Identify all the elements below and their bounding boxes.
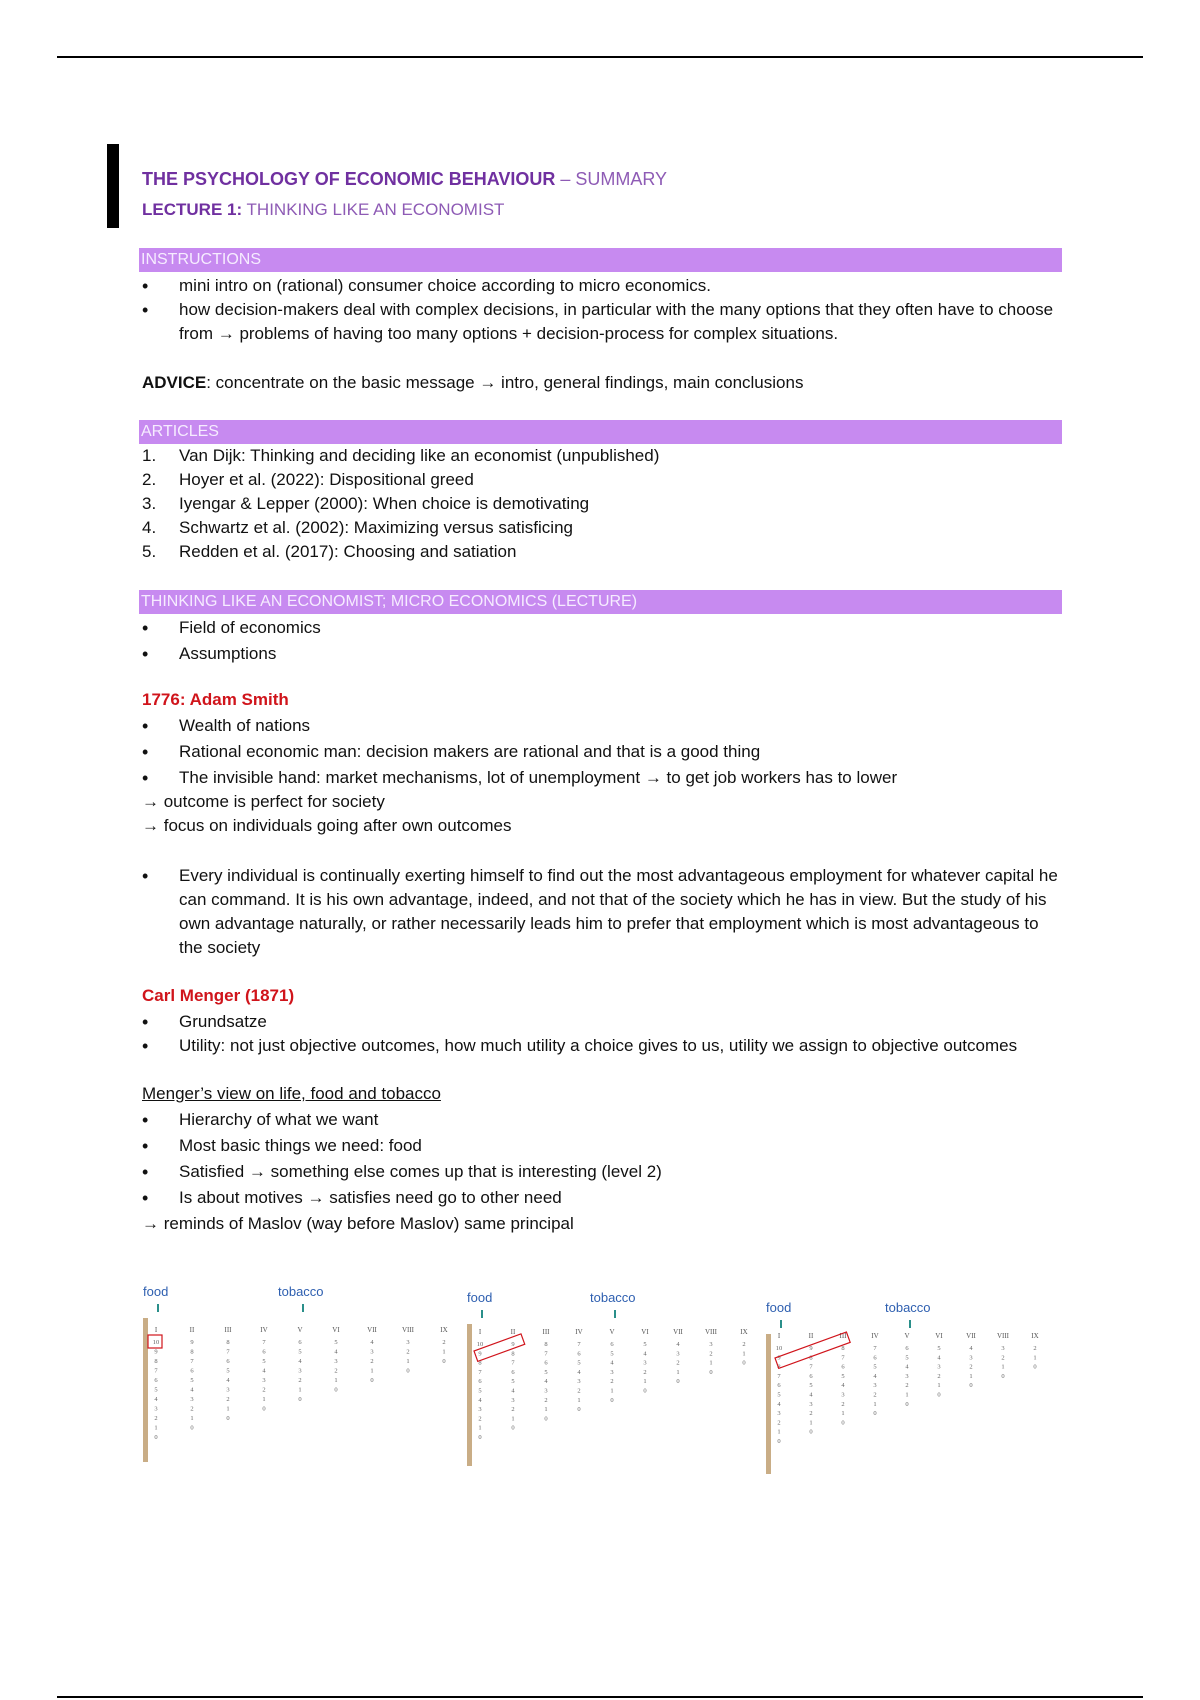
table-cell: 2 [873,1391,877,1399]
table-cell: 0 [777,1438,781,1445]
table-cell: 3 [226,1386,230,1394]
table-cell: 2 [226,1396,230,1403]
column-header: IV [575,1328,583,1336]
table-cell: 5 [262,1358,266,1365]
table-cell: 1 [334,1377,338,1384]
table-cell: 3 [809,1400,813,1408]
table-cell: 1 [676,1368,680,1376]
table-cell: 0 [709,1368,713,1376]
table-cell: 7 [809,1363,813,1371]
table-cell: 6 [577,1350,581,1358]
table-cell: 9 [809,1345,813,1352]
list-item: • Grundsatze [142,1010,1062,1034]
table-cell: 4 [478,1396,482,1404]
table-cell: 2 [709,1350,713,1358]
list-item: • Most basic things we need: food [142,1134,1062,1158]
table-cell: 4 [873,1372,877,1380]
table-cell: 5 [841,1372,845,1380]
table-cell: 5 [544,1368,548,1376]
column-header: VIII [401,1326,415,1334]
table-cell: 1 [511,1415,515,1423]
list-item: 2. Hoyer et al. (2022): Dispositional greed [142,470,474,489]
table-cell: 3 [370,1348,374,1356]
table-cell: 4 [937,1354,941,1362]
menger-table-3 [763,1298,1053,1483]
table-cell: 6 [777,1382,781,1390]
table-cell: 3 [643,1359,647,1367]
table-cell: 0 [442,1358,446,1365]
table-cell: 3 [406,1339,410,1346]
table-frame-bar [766,1334,771,1474]
table-cell: 2 [937,1372,941,1380]
table-cell: 1 [544,1406,548,1414]
table-cell: 9 [190,1339,194,1346]
arrow-line: → outcome is perfect for society [142,792,385,811]
list-item: 1. Van Dijk: Thinking and deciding like an economist (unpublished) [142,446,660,465]
table-cell: 1 [841,1410,845,1418]
table-cell: 0 [841,1419,845,1427]
list-item: • Rational economic man: decision makers are rational and that is a good thing [142,740,1062,764]
table-cell: 5 [190,1377,194,1384]
table-cell: 1 [190,1415,194,1422]
table-cell: 2 [190,1405,194,1413]
table-cell: 1 [298,1386,302,1394]
table-cell: 5 [154,1386,158,1394]
column-header: IX [740,1328,748,1336]
column-header: VII [966,1332,976,1340]
table-cell: 9 [478,1350,482,1358]
table-cell: 8 [544,1341,548,1348]
table-cell: 0 [676,1378,680,1386]
table-cell: 2 [742,1341,746,1348]
table-cell: 4 [544,1378,548,1386]
table-frame-bar [467,1324,472,1466]
document-title: THE PSYCHOLOGY OF ECONOMIC BEHAVIOUR – SUMMARY [142,169,668,189]
table-cell: 0 [154,1434,158,1441]
table-cell: 6 [610,1341,614,1348]
table-cell: 5 [905,1354,909,1362]
list-item: 3. Iyengar & Lepper (2000): When choice is demotivating [142,494,590,513]
table-cell: 2 [809,1410,813,1418]
table-cell: 2 [511,1406,515,1414]
column-header: VII [673,1328,683,1336]
table-cell: 3 [190,1396,194,1403]
column-header: IX [1031,1332,1039,1340]
column-header: II [189,1326,195,1334]
table-cell: 4 [262,1367,266,1375]
table-cell: 2 [298,1377,302,1384]
table-cell: 3 [777,1410,781,1418]
heading-adam-smith: 1776: Adam Smith [142,690,289,709]
table-cell: 6 [154,1377,158,1384]
table-cell: 9 [511,1341,515,1348]
table-cell: 0 [334,1386,338,1394]
table-cell: 1 [937,1382,941,1390]
table-cell: 2 [442,1339,446,1346]
table-cell: 4 [298,1358,302,1365]
table-cell: 3 [841,1391,845,1399]
table-cell: 0 [937,1391,941,1399]
table-cell: 0 [262,1405,266,1413]
smith-list [142,714,1062,790]
table-cell: 1 [226,1405,230,1413]
table-cell: 2 [841,1400,845,1408]
food-label: food [766,1300,792,1315]
column-header: VIII [704,1328,718,1336]
table-cell: 2 [334,1367,338,1375]
table-cell: 5 [298,1348,302,1356]
table-cell: 7 [777,1372,781,1380]
table-cell: 9 [777,1354,781,1362]
table-cell: 0 [1001,1372,1005,1380]
list-item: • how decision-makers deal with complex decisions, in particular with the many options that they often have to choose from → problems of having too many options + decision-process for complex situations. [142,298,1062,346]
table-cell: 2 [478,1415,482,1423]
table-cell: 4 [809,1391,813,1399]
table-cell: 3 [478,1406,482,1414]
bottom-rule [57,1696,1143,1698]
list-item: • Hierarchy of what we want [142,1108,1062,1132]
table-cell: 3 [937,1363,941,1371]
table-cell: 1 [577,1396,581,1404]
table-cell: 2 [1001,1354,1005,1362]
table-cell: 1 [610,1387,614,1395]
column-header: II [808,1332,814,1340]
table-cell: 3 [298,1367,302,1375]
table-cell: 0 [905,1400,909,1408]
section-heading-instructions: INSTRUCTIONS [139,248,1062,272]
table-cell: 7 [873,1345,877,1352]
table-cell: 5 [478,1387,482,1395]
table-cell: 6 [841,1363,845,1371]
food-tick [157,1304,159,1312]
table-cell: 0 [643,1387,647,1395]
table-cell: 2 [643,1368,647,1376]
tobacco-label: tobacco [885,1300,931,1315]
column-header: IV [871,1332,879,1340]
table-cell: 6 [478,1378,482,1386]
smith-quote-list [142,864,1062,960]
column-header: VI [935,1332,943,1340]
menger-table-2 [464,1288,764,1473]
heading-carl-menger: Carl Menger (1871) [142,986,295,1005]
table-cell: 1 [643,1378,647,1386]
list-item: 5. Redden et al. (2017): Choosing and satiation [142,542,517,561]
table-cell: 1 [969,1372,973,1380]
table-cell: 6 [511,1368,515,1376]
table-cell: 8 [226,1339,230,1346]
table-cell: 6 [809,1372,813,1380]
column-header: II [510,1328,516,1336]
advice-paragraph: ADVICE: concentrate on the basic message → intro, general findings, main conclusions [142,373,804,392]
menger-table-figure-3 [763,1298,1053,1483]
table-cell: 7 [544,1350,548,1358]
table-cell: 1 [809,1419,813,1427]
table-cell: 7 [226,1348,230,1356]
table-cell: 6 [544,1359,548,1367]
column-header: III [224,1326,232,1334]
menger-table-figure-1 [140,1282,465,1467]
table-cell: 4 [969,1345,973,1352]
table-cell: 3 [969,1354,973,1362]
table-cell: 5 [643,1341,647,1348]
table-cell: 8 [809,1354,813,1362]
list-item: • Assumptions [142,642,1062,666]
top-rule [57,56,1143,58]
table-cell: 5 [334,1339,338,1346]
instructions-list [142,274,1062,346]
articles-list [142,444,1062,564]
arrow-line: → reminds of Maslov (way before Maslov) same principal [142,1214,574,1233]
table-cell: 2 [610,1378,614,1386]
table-cell: 1 [709,1359,713,1367]
arrow-line: → focus on individuals going after own outcomes [142,816,512,835]
table-cell: 0 [478,1434,482,1441]
menger-table-1 [140,1282,465,1467]
subheading-menger-view: Menger’s view on life, food and tobacco [142,1084,441,1103]
column-header: VII [367,1326,377,1334]
table-cell: 0 [610,1396,614,1404]
table-cell: 5 [577,1359,581,1367]
table-cell: 0 [742,1359,746,1367]
menger-table-figure-2 [464,1288,764,1473]
table-cell: 3 [873,1382,877,1390]
table-cell: 3 [262,1377,266,1384]
food-label: food [467,1290,493,1305]
table-cell: 6 [873,1354,877,1362]
table-cell: 4 [610,1359,614,1367]
food-label: food [143,1284,169,1299]
table-cell: 1 [370,1367,374,1375]
table-cell: 5 [610,1350,614,1358]
table-cell: 2 [969,1363,973,1371]
table-cell: 3 [709,1341,713,1348]
table-cell: 3 [676,1350,680,1358]
table-cell: 0 [406,1367,410,1375]
table-cell: 4 [511,1387,515,1395]
table-cell: 4 [190,1386,194,1394]
table-cell: 1 [478,1424,482,1432]
table-cell: 1 [406,1358,410,1365]
section-heading-lecture: THINKING LIKE AN ECONOMIST; MICRO ECONOMICS (LECTURE) [139,590,1062,614]
table-cell: 4 [334,1348,338,1356]
table-cell: 6 [298,1339,302,1346]
list-item: • Satisfied → something else comes up that is interesting (level 2) [142,1160,1062,1184]
table-cell: 8 [777,1363,781,1371]
section-heading-articles: ARTICLES [139,420,1062,444]
table-cell: 1 [154,1424,158,1432]
lecture-title: LECTURE 1: THINKING LIKE AN ECONOMIST [142,200,505,219]
column-header: VI [332,1326,340,1334]
column-header: III [542,1328,550,1336]
table-cell: 7 [577,1341,581,1348]
table-cell: 0 [370,1377,374,1384]
column-header: VI [641,1328,649,1336]
list-item: • Field of economics [142,616,1062,640]
table-cell: 7 [511,1359,515,1367]
quote-item: • Every individual is continually exerting himself to find out the most advantageous employment for whatever capital he can command. It is his own advantage, indeed, and not that of the society which he has in view. But the study of his own advantage naturally, or rather necessarily leads him to prefer that employment which is most advantageous to the society [142,864,1062,960]
table-cell: 0 [873,1410,877,1418]
tobacco-tick [614,1310,616,1318]
tobacco-tick [302,1304,304,1312]
table-cell: 1 [442,1348,446,1356]
column-header: VIII [996,1332,1010,1340]
menger-view-list [142,1108,1062,1210]
table-cell: 5 [937,1345,941,1352]
table-cell: 2 [154,1415,158,1422]
table-cell: 5 [873,1363,877,1371]
column-header: I [478,1328,482,1336]
table-cell: 0 [298,1396,302,1403]
table-cell: 0 [544,1415,548,1423]
table-cell: 1 [905,1391,909,1399]
table-cell: 5 [809,1382,813,1390]
table-cell: 3 [577,1378,581,1386]
column-header: IV [260,1326,268,1334]
list-item: • Is about motives → satisfies need go to other need [142,1186,1062,1210]
column-header: I [154,1326,158,1334]
table-cell: 1 [1001,1363,1005,1371]
table-cell: 3 [334,1358,338,1365]
list-item: 4. Schwartz et al. (2002): Maximizing versus satisficing [142,518,573,537]
table-cell: 1 [742,1350,746,1358]
table-cell: 4 [841,1382,845,1390]
table-cell: 3 [154,1405,158,1413]
table-cell: 2 [777,1419,781,1427]
food-tick [780,1320,782,1328]
title-margin-bar [107,144,119,228]
table-frame-bar [143,1318,148,1462]
table-cell: 0 [190,1424,194,1432]
table-cell: 4 [676,1341,680,1348]
column-header: IX [440,1326,448,1334]
column-header: V [609,1328,615,1336]
table-cell: 2 [544,1396,548,1404]
table-cell: 7 [841,1354,845,1362]
table-cell: 6 [262,1348,266,1356]
table-cell: 0 [226,1415,230,1422]
table-cell: 8 [841,1345,845,1352]
table-cell: 4 [577,1368,581,1376]
table-cell: 0 [809,1428,813,1436]
table-cell: 4 [154,1396,158,1403]
table-cell: 1 [1033,1354,1037,1362]
table-cell: 7 [154,1367,158,1375]
table-cell: 3 [1001,1345,1005,1352]
table-cell: 2 [676,1359,680,1367]
tobacco-label: tobacco [590,1290,636,1305]
column-header: V [297,1326,303,1334]
table-cell: 4 [905,1363,909,1371]
table-cell: 3 [905,1372,909,1380]
table-cell: 2 [262,1386,266,1394]
column-header: V [904,1332,910,1340]
table-cell: 1 [873,1400,877,1408]
table-cell: 10 [152,1339,160,1346]
table-cell: 4 [370,1339,374,1346]
menger-list [142,1010,1062,1058]
table-cell: 0 [577,1406,581,1414]
table-cell: 6 [905,1345,909,1352]
table-cell: 4 [226,1377,230,1384]
table-cell: 2 [577,1387,581,1395]
table-cell: 7 [478,1368,482,1376]
table-cell: 5 [226,1367,230,1375]
table-cell: 1 [777,1428,781,1436]
list-item: • The invisible hand: market mechanisms, lot of unemployment → to get job workers has to lower [142,766,1062,790]
table-cell: 0 [1033,1363,1037,1371]
list-item: • mini intro on (rational) consumer choice according to micro economics. [142,274,1062,298]
table-cell: 1 [262,1396,266,1403]
table-cell: 3 [610,1368,614,1376]
table-cell: 9 [154,1348,158,1356]
table-cell: 2 [370,1358,374,1365]
table-cell: 3 [511,1396,515,1404]
table-cell: 10 [476,1341,484,1348]
table-cell: 2 [1033,1345,1037,1352]
document-body [142,166,1062,1236]
table-cell: 2 [905,1382,909,1390]
table-cell: 7 [190,1358,194,1365]
table-cell: 2 [406,1348,410,1356]
table-cell: 4 [643,1350,647,1358]
table-cell: 3 [544,1387,548,1395]
table-cell: 5 [511,1378,515,1386]
list-item: • Utility: not just objective outcomes, how much utility a choice gives to us, utility we assign to objective outcomes [142,1034,1062,1058]
table-cell: 5 [777,1391,781,1399]
table-cell: 10 [775,1345,783,1352]
food-tick [481,1310,483,1318]
table-cell: 7 [262,1339,266,1346]
tobacco-label: tobacco [278,1284,324,1299]
table-cell: 4 [777,1400,781,1408]
column-header: I [777,1332,781,1340]
table-cell: 0 [511,1424,515,1432]
table-cell: 6 [190,1367,194,1375]
table-cell: 6 [226,1358,230,1365]
lecture-list [142,616,1062,666]
table-cell: 8 [478,1359,482,1367]
list-item: • Wealth of nations [142,714,1062,738]
table-cell: 0 [969,1382,973,1390]
column-header: III [839,1332,847,1340]
tobacco-tick [909,1320,911,1328]
table-cell: 8 [154,1358,158,1365]
table-cell: 8 [190,1348,194,1356]
table-cell: 8 [511,1350,515,1358]
